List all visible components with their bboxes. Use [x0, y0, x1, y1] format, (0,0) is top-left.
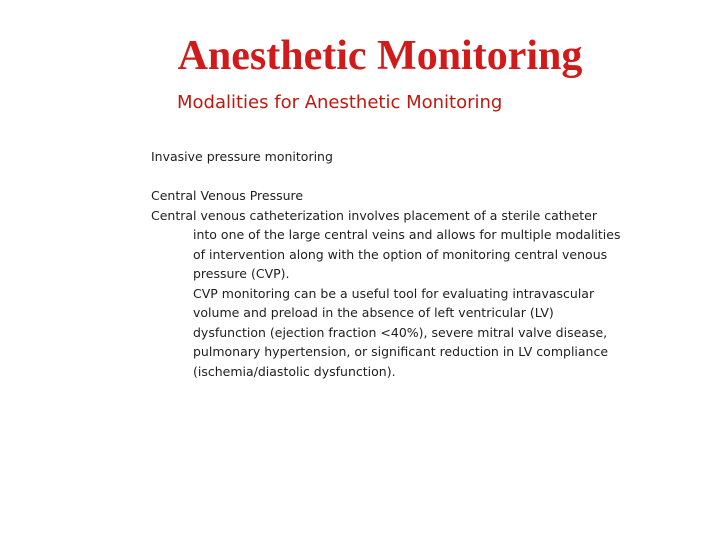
body-paragraph-cvp-monitoring: CVP monitoring can be a useful tool for evaluating intravascular volume and preload in the absence of left ventricular (LV) dysfunction (ejection fraction <40%), severe mitral valve disease, pulmonary hypertension, or significant reduction in LV compliance (ischemia/diastolic dysfunction).	[193, 285, 609, 379]
section-heading: Central Venous Pressure	[151, 188, 304, 203]
slide-body	[151, 147, 621, 381]
slide-title: Anesthetic Monitoring	[177, 33, 583, 79]
body-paragraph-catheterization: Central venous catheterization involves placement of a sterile catheter into one of the large central veins and allows for multiple modalities of intervention along with the option of monitoring central venous pressure (CVP).	[151, 207, 621, 281]
slide-subtitle: Modalities for Anesthetic Monitoring	[177, 92, 503, 113]
section-label: Invasive pressure monitoring	[151, 149, 333, 164]
